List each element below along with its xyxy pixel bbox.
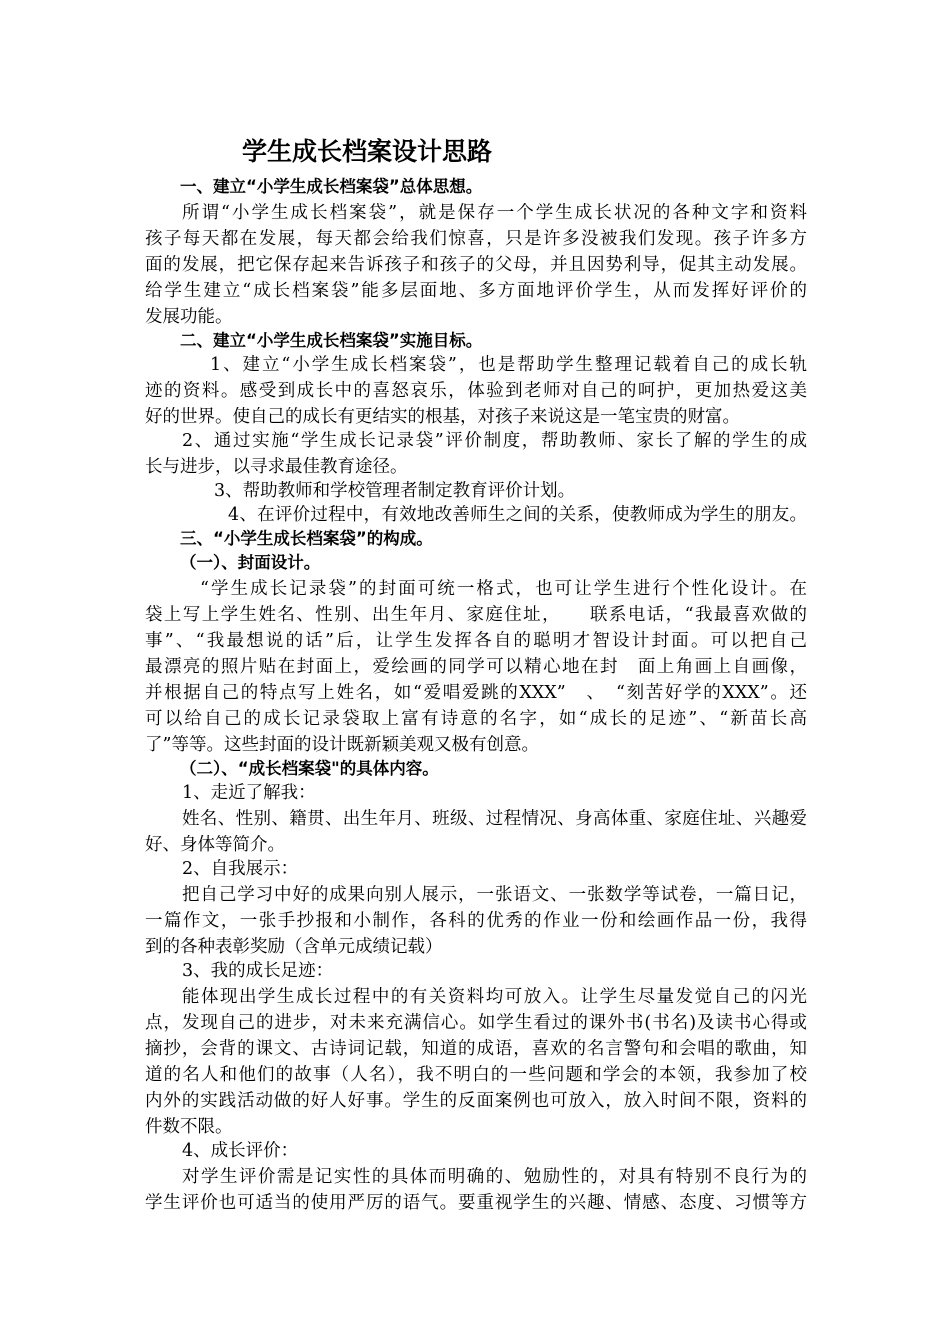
body-text-line: 能体现出学生成长过程中的有关资料均可放入。让学生尽量发觉自己的闪光 [182,987,807,1007]
body-text-line: 摘抄，会背的课文、古诗词记载，知道的成语，喜欢的名言警句和会唱的歌曲，知 [145,1039,807,1059]
document-title: 学生成长档案设计思路 [242,137,493,166]
body-text-line: 可以给自己的成长记录袋取上富有诗意的名字，如“成长的足迹”、“新苗长高 [145,709,807,729]
section-heading: （二）、“成长档案袋"的具体内容。 [180,759,439,778]
body-text-line: 所谓“小学生成长档案袋”，就是保存一个学生成长状况的各种文字和资料 [182,203,807,223]
body-text-line: 好、身体等简介。 [145,835,285,855]
body-text-line: 对学生评价需是记实性的具体而明确的、勉励性的，对具有特别不良行为的 [182,1167,807,1187]
body-text-line: 把自己学习中好的成果向别人展示，一张语文、一张数学等试卷，一篇日记， [182,885,807,905]
body-text-line: 3、我的成长足迹： [182,961,334,981]
body-text-line: 内外的实践活动做的好人好事。学生的反面案例也可放入，放入时间不限，资料的 [145,1091,807,1111]
body-text-line: 学生评价也可适当的使用严厉的语气。要重视学生的兴趣、情感、态度、习惯等方 [145,1193,807,1213]
body-text-line: 到的各种表彰奖励（含单元成绩记载） [145,937,443,957]
section-heading: （一）、封面设计。 [180,553,321,572]
section-heading: 一、建立“小学生成长档案袋”总体思想。 [180,177,483,196]
body-text-line: 袋上写上学生姓名、性别、出生年月、家庭住址， 联系电话，“我最喜欢做的 [145,605,807,625]
body-text-line: 4、成长评价： [182,1141,299,1161]
body-text-line: 发展功能。 [145,307,233,327]
body-text-line: 一篇作文，一张手抄报和小制作，各科的优秀的作业一份和绘画作品一份，我得 [145,911,807,931]
body-text-line: 4、在评价过程中，有效地改善师生之间的关系，使教师成为学生的朋友。 [228,505,807,525]
body-text-line: 3、帮助教师和学校管理者制定教育评价计划。 [214,481,576,501]
body-text-line: 点，发现自己的进步，对未来充满信心。如学生看过的课外书(书名)及读书心得或 [145,1013,807,1033]
body-text-line: 1、走近了解我： [182,783,316,803]
body-text-line: 给学生建立“成长档案袋”能多层面地、多方面地评价学生，从而发挥好评价的 [145,281,807,301]
body-text-line: 好的世界。使自己的成长有更结实的根基，对孩子来说这是一笔宝贵的财富。 [145,407,740,427]
body-text-line: 事”、“我最想说的话”后，让学生发挥各自的聪明才智设计封面。可以把自己 [145,631,807,651]
body-text-line: 孩子每天都在发展，每天都会给我们惊喜，只是许多没被我们发现。孩子许多方 [145,229,807,249]
body-text-line: 面的发展，把它保存起来告诉孩子和孩子的父母，并且因势利导，促其主动发展。 [145,255,807,275]
body-text-line: 长与进步，以寻求最佳教育途径。 [145,457,408,477]
body-text-line: 道的名人和他们的故事（人名），我不明白的一些问题和学会的本领，我参加了校 [145,1065,807,1085]
body-text-line: 1、建立“小学生成长档案袋”，也是帮助学生整理记载着自己的成长轨 [210,355,807,375]
body-text-line: “学生成长记录袋”的封面可统一格式，也可让学生进行个性化设计。在 [200,579,807,599]
body-text-line: 件数不限。 [145,1117,233,1137]
body-text-line: 2、通过实施“学生成长记录袋”评价制度，帮助教师、家长了解的学生的成 [182,431,807,451]
section-heading: 三、“小学生成长档案袋”的构成。 [180,529,433,548]
section-heading: 二、建立“小学生成长档案袋”实施目标。 [180,331,483,350]
body-text-line: 最漂亮的照片贴在封面上，爱绘画的同学可以精心地在封 面上角画上自画像， [145,657,807,677]
body-text-line: 姓名、性别、籍贯、出生年月、班级、过程情况、身高体重、家庭住址、兴趣爱 [182,809,807,829]
body-text-line: 并根据自己的特点写上姓名，如“爱唱爱跳的XXX” 、 “刻苦好学的XXX”。还 [145,683,807,703]
body-text-line: 2、自我展示： [182,859,299,879]
body-text-line: 了”等等。这些封面的设计既新颖美观又极有创意。 [145,735,539,755]
body-text-line: 迹的资料。感受到成长中的喜怒哀乐，体验到老师对自己的呵护，更加热爱这美 [145,381,807,401]
